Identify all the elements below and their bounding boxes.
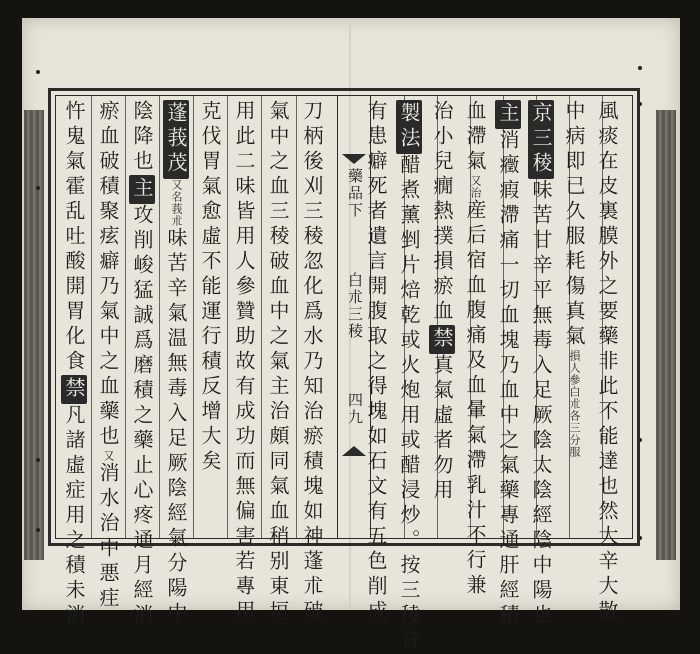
commentary-note: 又治 [469, 175, 482, 199]
text-run: 血滯氣 [463, 100, 487, 175]
right-page-column-3 [530, 100, 552, 629]
section-marker: 主 [130, 177, 154, 202]
right-page-column-7 [398, 100, 420, 654]
text-run: 味苦甘辛平無毒入足厥陰太陰經陰中陽也 [529, 179, 553, 629]
fishtail-bottom [342, 446, 366, 456]
binding-hole [638, 66, 642, 70]
fishtail-top [342, 154, 366, 164]
text-run: 産后宿血腹痛及血暈氣滯乳汁不行兼 [463, 199, 487, 599]
left-page-column-1: 刀柄後刈三稜忽化爲水乃知治瘀積塊如神蓬朮破 [300, 100, 324, 625]
left-page-column-3: 用此二味皆用人參贊助故有成功而無偏害若專用 [232, 100, 256, 625]
text-run: 味苦辛氣温無毒入足厥陰經氣分陽中 [164, 227, 188, 627]
entry-heading: 京三稜 [529, 102, 553, 177]
text-run: 消水治中悪疰 [96, 462, 120, 612]
left-page-column-7 [97, 100, 119, 612]
right-page-column-4 [497, 100, 519, 629]
commentary-note: 損人參白朮各三分服 [568, 350, 581, 458]
text-run: 醋煮薰剉片焙乾或火炮用或醋浸炒。按三稜昔 [397, 154, 421, 654]
binding-hole [36, 458, 40, 462]
right-page-edge [656, 110, 676, 560]
text-run: 真氣虛者勿用 [430, 354, 454, 504]
binding-hole [36, 186, 40, 190]
text-run: 治小兒癇熱撲損瘀血 [430, 100, 454, 325]
section-marker: 主 [496, 102, 520, 127]
binding-hole [36, 70, 40, 74]
commentary-note: 又名莪朮 [170, 179, 183, 227]
right-page-column-2 [563, 100, 585, 458]
right-page-column-8: 有患癖死者遺言開腹取之得塊如石文有五色削成 [364, 100, 388, 625]
left-page-column-6 [131, 100, 153, 629]
right-page-column-1: 風痰在皮裏膜外之要藥非此不能達也然大辛大散 [595, 100, 619, 625]
section-marker: 製法 [397, 102, 421, 152]
left-page-column-8 [63, 100, 85, 629]
section-marker: 禁 [62, 377, 86, 402]
left-page-column-5 [165, 100, 187, 627]
left-page-column-2: 氣中之血三稜破血中之氣主治頗同氣血稍别東垣 [266, 100, 290, 625]
text-run: 陰降也 [130, 100, 154, 175]
binding-hole [36, 528, 40, 532]
left-page-column-4: 克伐胃氣愈虛不能運行積反增大矣 [198, 100, 222, 475]
text-run: 凡諸虛症用之積未消 [62, 404, 86, 629]
page-number: 四九 [346, 392, 364, 426]
item-label: 白朮三稜 [346, 272, 364, 340]
left-page-edge [24, 110, 44, 560]
text-run: 中病即已久服耗傷真氣 [562, 100, 586, 350]
text-run: 瘀血破積聚痃癖乃氣中之血藥也 [96, 100, 120, 450]
chapter-label: 藥品下 [346, 168, 364, 219]
right-page-column-5 [464, 100, 486, 599]
text-run: 忤鬼氣霍乱吐酸開胃化食 [62, 100, 86, 375]
right-page-column-6 [431, 100, 453, 504]
text-run: 消癥瘕滯痛一切血塊乃血中之氣藥專通肝經積 [496, 129, 520, 629]
commentary-note: 又 [102, 450, 115, 462]
entry-heading: 蓬莪茂 [164, 102, 188, 177]
section-marker: 禁 [430, 327, 454, 352]
text-run: 攻削峻猛誠爲磨積之藥止心疼通月經消 [130, 204, 154, 629]
